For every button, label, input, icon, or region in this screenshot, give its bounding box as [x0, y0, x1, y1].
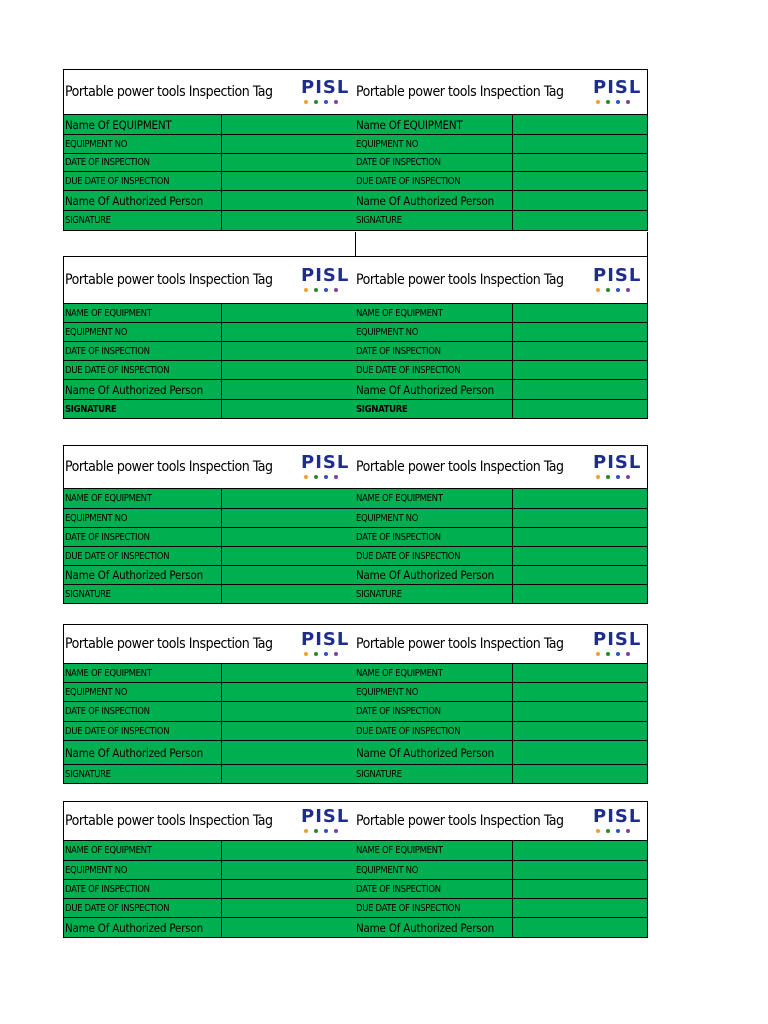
field-value-cell[interactable] [222, 702, 355, 721]
tag-field-row [355, 304, 647, 323]
field-label: DUE DATE OF INSPECTION [64, 899, 222, 917]
logo-dot [304, 475, 308, 479]
field-value-cell[interactable] [222, 323, 355, 341]
logo-dot [334, 100, 338, 104]
field-label: DATE OF INSPECTION [355, 880, 513, 898]
logo-text: PISL [593, 806, 642, 827]
field-label: DUE DATE OF INSPECTION [355, 172, 513, 190]
field-value-cell[interactable] [513, 342, 647, 360]
tag-field-row [64, 585, 355, 604]
logo-dot [616, 829, 620, 833]
tag-field-row [355, 547, 647, 566]
tag-title: Portable power tools Inspection Tag [65, 459, 273, 475]
logo-dot [616, 652, 620, 656]
tag-fields [355, 489, 648, 604]
field-label: NAME OF EQUIPMENT [355, 664, 513, 682]
field-value-cell[interactable] [222, 918, 355, 937]
tag-title: Portable power tools Inspection Tag [65, 84, 273, 100]
pisl-logo [593, 808, 641, 840]
tag-field-row [355, 342, 647, 361]
tag-field-row [64, 489, 355, 509]
logo-dot [304, 652, 308, 656]
tag-fields [63, 664, 356, 784]
tag-field-row [64, 528, 355, 547]
tag-field-row [355, 489, 647, 509]
field-label: EQUIPMENT NO [64, 135, 222, 153]
field-value-cell[interactable] [222, 683, 355, 701]
logo-dots [304, 100, 349, 104]
field-label: EQUIPMENT NO [355, 509, 513, 527]
tag-field-row [355, 400, 647, 419]
logo-dot [606, 829, 610, 833]
logo-text: PISL [593, 77, 642, 98]
logo-dot [314, 829, 318, 833]
field-value-cell[interactable] [222, 211, 355, 230]
tag-field-row [64, 380, 355, 400]
field-label: SIGNATURE [355, 765, 513, 783]
field-label: EQUIPMENT NO [64, 683, 222, 701]
logo-dot [304, 829, 308, 833]
field-label: DUE DATE OF INSPECTION [355, 722, 513, 740]
tag-title: Portable power tools Inspection Tag [356, 636, 564, 652]
field-label: Name Of Authorized Person [355, 380, 513, 399]
logo-dots [596, 100, 641, 104]
field-label: DATE OF INSPECTION [64, 528, 222, 546]
inspection-tag [355, 69, 648, 231]
field-label: SIGNATURE [64, 765, 222, 783]
logo-text: PISL [301, 629, 350, 650]
logo-dot [324, 100, 328, 104]
tag-field-row [64, 765, 355, 784]
field-value-cell[interactable] [222, 566, 355, 584]
pisl-logo [301, 79, 349, 111]
tag-field-row [64, 154, 355, 172]
tag-header [355, 69, 648, 115]
tag-field-row [64, 664, 355, 683]
field-value-cell[interactable] [513, 135, 647, 153]
tag-field-row [355, 528, 647, 547]
field-label: NAME OF EQUIPMENT [355, 489, 513, 508]
field-value-cell[interactable] [513, 172, 647, 190]
field-value-cell[interactable] [513, 191, 647, 210]
field-label: DATE OF INSPECTION [355, 154, 513, 171]
logo-dots [596, 288, 641, 292]
field-value-cell[interactable] [513, 841, 647, 860]
field-value-cell[interactable] [222, 861, 355, 879]
field-value-cell[interactable] [513, 400, 647, 418]
field-value-cell[interactable] [222, 489, 355, 508]
tag-field-row [355, 135, 647, 154]
logo-dot [606, 100, 610, 104]
pisl-logo [301, 267, 349, 299]
blank-spacer-cell [355, 232, 648, 256]
tag-field-row [64, 741, 355, 765]
field-value-cell[interactable] [513, 899, 647, 917]
logo-dot [334, 829, 338, 833]
field-value-cell[interactable] [222, 741, 355, 764]
field-value-cell[interactable] [222, 585, 355, 603]
field-label: Name Of Authorized Person [355, 191, 513, 210]
field-value-cell[interactable] [513, 304, 647, 322]
field-value-cell[interactable] [222, 400, 355, 418]
field-label: SIGNATURE [64, 211, 222, 230]
tag-field-row [355, 880, 647, 899]
tag-field-row [355, 899, 647, 918]
tag-field-row [64, 683, 355, 702]
inspection-tag [355, 801, 648, 938]
field-label: DUE DATE OF INSPECTION [355, 899, 513, 917]
field-label: DATE OF INSPECTION [64, 880, 222, 898]
tag-field-row [64, 172, 355, 191]
tag-field-row [64, 400, 355, 419]
field-label: DATE OF INSPECTION [355, 528, 513, 546]
logo-dot [314, 475, 318, 479]
pisl-logo [593, 454, 641, 486]
field-label: NAME OF EQUIPMENT [355, 841, 513, 860]
logo-dot [596, 288, 600, 292]
logo-dots [304, 475, 349, 479]
field-label: Name Of EQUIPMENT [355, 115, 513, 134]
field-value-cell[interactable] [513, 115, 647, 134]
tag-field-row [355, 722, 647, 741]
tag-field-row [355, 509, 647, 528]
field-label: DUE DATE OF INSPECTION [64, 722, 222, 740]
field-label: Name Of Authorized Person [64, 918, 222, 937]
tag-field-row [355, 361, 647, 380]
logo-dot [616, 100, 620, 104]
field-value-cell[interactable] [222, 765, 355, 783]
logo-text: PISL [301, 806, 350, 827]
field-value-cell[interactable] [513, 702, 647, 721]
field-label: NAME OF EQUIPMENT [355, 304, 513, 322]
tag-field-row [355, 861, 647, 880]
field-label: EQUIPMENT NO [64, 323, 222, 341]
field-value-cell[interactable] [513, 566, 647, 584]
field-value-cell[interactable] [222, 361, 355, 379]
logo-dot [596, 100, 600, 104]
field-value-cell[interactable] [513, 361, 647, 379]
pisl-logo [301, 808, 349, 840]
field-value-cell[interactable] [222, 547, 355, 565]
field-label: Name Of Authorized Person [355, 741, 513, 764]
field-label: Name Of Authorized Person [64, 741, 222, 764]
tag-fields [355, 115, 648, 231]
tag-title: Portable power tools Inspection Tag [356, 272, 564, 288]
logo-dot [334, 475, 338, 479]
tag-field-row [355, 154, 647, 172]
field-value-cell[interactable] [513, 211, 647, 230]
field-value-cell[interactable] [513, 861, 647, 879]
logo-dot [616, 475, 620, 479]
pisl-logo [301, 454, 349, 486]
logo-dots [596, 829, 641, 833]
logo-dot [596, 829, 600, 833]
logo-dot [314, 100, 318, 104]
logo-dot [304, 100, 308, 104]
field-value-cell[interactable] [222, 115, 355, 134]
tag-field-row [64, 880, 355, 899]
tag-header [355, 445, 648, 489]
field-label: DUE DATE OF INSPECTION [355, 361, 513, 379]
inspection-tag [355, 624, 648, 784]
field-value-cell[interactable] [222, 528, 355, 546]
field-label: DATE OF INSPECTION [355, 702, 513, 721]
logo-dot [626, 829, 630, 833]
field-label: EQUIPMENT NO [64, 861, 222, 879]
field-value-cell[interactable] [222, 880, 355, 898]
tag-header [63, 624, 356, 664]
field-value-cell[interactable] [513, 918, 647, 937]
tag-fields [63, 841, 356, 938]
field-label: NAME OF EQUIPMENT [64, 489, 222, 508]
logo-text: PISL [593, 452, 642, 473]
field-label: NAME OF EQUIPMENT [64, 664, 222, 682]
logo-dot [334, 288, 338, 292]
field-value-cell[interactable] [222, 722, 355, 740]
field-value-cell[interactable] [513, 380, 647, 399]
logo-dots [596, 475, 641, 479]
field-label: NAME OF EQUIPMENT [64, 841, 222, 860]
inspection-tag [63, 445, 356, 604]
field-label: NAME OF EQUIPMENT [64, 304, 222, 322]
logo-dot [596, 475, 600, 479]
logo-dot [616, 288, 620, 292]
tag-field-row [64, 841, 355, 861]
logo-dot [596, 652, 600, 656]
field-label: EQUIPMENT NO [355, 135, 513, 153]
tag-field-row [355, 702, 647, 722]
field-value-cell[interactable] [222, 664, 355, 682]
tag-field-row [355, 380, 647, 400]
field-value-cell[interactable] [513, 154, 647, 171]
tag-title: Portable power tools Inspection Tag [65, 272, 273, 288]
field-label: Name Of Authorized Person [355, 566, 513, 584]
tag-field-row [355, 683, 647, 702]
tag-header [355, 624, 648, 664]
tag-field-row [64, 899, 355, 918]
tag-field-row [64, 702, 355, 722]
logo-dot [626, 652, 630, 656]
tag-field-row [355, 172, 647, 191]
logo-dot [324, 475, 328, 479]
field-value-cell[interactable] [222, 899, 355, 917]
inspection-tag [355, 256, 648, 419]
logo-dots [304, 829, 349, 833]
inspection-tag [63, 624, 356, 784]
field-label: Name Of Authorized Person [64, 191, 222, 210]
logo-dot [334, 652, 338, 656]
logo-text: PISL [593, 629, 642, 650]
field-label: EQUIPMENT NO [355, 323, 513, 341]
tag-field-row [64, 342, 355, 361]
field-label: EQUIPMENT NO [64, 509, 222, 527]
logo-dot [324, 829, 328, 833]
field-label: Name Of Authorized Person [64, 566, 222, 584]
field-value-cell[interactable] [513, 880, 647, 898]
field-label: DUE DATE OF INSPECTION [64, 172, 222, 190]
logo-dot [606, 288, 610, 292]
tag-header [355, 256, 648, 304]
logo-dot [314, 652, 318, 656]
tag-field-row [64, 361, 355, 380]
field-value-cell[interactable] [222, 841, 355, 860]
field-value-cell[interactable] [222, 172, 355, 190]
field-value-cell[interactable] [222, 154, 355, 171]
field-label: SIGNATURE [355, 211, 513, 230]
field-value-cell[interactable] [513, 547, 647, 565]
field-value-cell[interactable] [513, 585, 647, 603]
tag-fields [355, 664, 648, 784]
tag-fields [63, 115, 356, 231]
field-value-cell[interactable] [222, 304, 355, 322]
field-label: EQUIPMENT NO [355, 683, 513, 701]
logo-text: PISL [301, 452, 350, 473]
tag-field-row [355, 323, 647, 342]
field-value-cell[interactable] [513, 509, 647, 527]
tag-field-row [64, 191, 355, 211]
tag-header [63, 256, 356, 304]
tag-field-row [64, 509, 355, 528]
field-label: DUE DATE OF INSPECTION [64, 361, 222, 379]
field-label: DATE OF INSPECTION [64, 154, 222, 171]
logo-dots [304, 652, 349, 656]
field-label: Name Of Authorized Person [64, 380, 222, 399]
tag-header [63, 69, 356, 115]
logo-dot [606, 652, 610, 656]
tag-fields [63, 489, 356, 604]
tag-field-row [355, 664, 647, 683]
pisl-logo [593, 631, 641, 663]
inspection-tag [355, 445, 648, 604]
field-value-cell[interactable] [513, 765, 647, 783]
tag-field-row [64, 135, 355, 154]
field-value-cell[interactable] [513, 528, 647, 546]
logo-dot [626, 100, 630, 104]
field-label: SIGNATURE [64, 400, 222, 418]
tag-field-row [64, 115, 355, 135]
tag-title: Portable power tools Inspection Tag [356, 813, 564, 829]
tag-field-row [355, 585, 647, 604]
tag-field-row [355, 741, 647, 765]
logo-text: PISL [301, 265, 350, 286]
tag-field-row [64, 566, 355, 585]
tag-header [63, 801, 356, 841]
field-value-cell[interactable] [513, 722, 647, 740]
tag-field-row [64, 211, 355, 231]
field-value-cell[interactable] [222, 135, 355, 153]
field-label: SIGNATURE [355, 400, 513, 418]
logo-dots [596, 652, 641, 656]
tag-fields [355, 841, 648, 938]
tag-field-row [355, 191, 647, 211]
field-label: DATE OF INSPECTION [64, 342, 222, 360]
logo-dot [626, 475, 630, 479]
field-label: SIGNATURE [64, 585, 222, 603]
tag-field-row [355, 918, 647, 938]
tag-field-row [64, 547, 355, 566]
pisl-logo [593, 79, 641, 111]
tag-field-row [64, 304, 355, 323]
field-value-cell[interactable] [513, 741, 647, 764]
field-value-cell[interactable] [513, 683, 647, 701]
tag-title: Portable power tools Inspection Tag [356, 459, 564, 475]
logo-dot [324, 652, 328, 656]
tag-header [63, 445, 356, 489]
field-label: SIGNATURE [355, 585, 513, 603]
logo-dot [324, 288, 328, 292]
field-label: DATE OF INSPECTION [355, 342, 513, 360]
logo-dot [626, 288, 630, 292]
tag-field-row [355, 211, 647, 231]
tag-field-row [64, 722, 355, 741]
tag-field-row [64, 918, 355, 938]
tag-header [355, 801, 648, 841]
logo-dot [606, 475, 610, 479]
field-value-cell[interactable] [513, 489, 647, 508]
tag-field-row [355, 566, 647, 585]
field-label: Name Of Authorized Person [355, 918, 513, 937]
field-label: Name Of EQUIPMENT [64, 115, 222, 134]
field-label: DUE DATE OF INSPECTION [64, 547, 222, 565]
pisl-logo [301, 631, 349, 663]
tag-title: Portable power tools Inspection Tag [65, 636, 273, 652]
inspection-tag [63, 256, 356, 419]
tag-field-row [355, 115, 647, 135]
tag-title: Portable power tools Inspection Tag [65, 813, 273, 829]
tag-fields [63, 304, 356, 419]
logo-dot [304, 288, 308, 292]
tag-field-row [64, 861, 355, 880]
tag-title: Portable power tools Inspection Tag [356, 84, 564, 100]
tag-field-row [64, 323, 355, 342]
field-value-cell[interactable] [513, 323, 647, 341]
logo-dot [314, 288, 318, 292]
field-label: DUE DATE OF INSPECTION [355, 547, 513, 565]
field-label: DATE OF INSPECTION [64, 702, 222, 721]
inspection-tag [63, 801, 356, 938]
tag-fields [355, 304, 648, 419]
field-value-cell[interactable] [222, 380, 355, 399]
logo-text: PISL [301, 77, 350, 98]
tag-field-row [355, 765, 647, 784]
pisl-logo [593, 267, 641, 299]
field-value-cell[interactable] [222, 509, 355, 527]
tag-field-row [355, 841, 647, 861]
field-label: EQUIPMENT NO [355, 861, 513, 879]
inspection-tag [63, 69, 356, 231]
field-value-cell[interactable] [222, 191, 355, 210]
field-value-cell[interactable] [513, 664, 647, 682]
field-value-cell[interactable] [222, 342, 355, 360]
logo-text: PISL [593, 265, 642, 286]
logo-dots [304, 288, 349, 292]
